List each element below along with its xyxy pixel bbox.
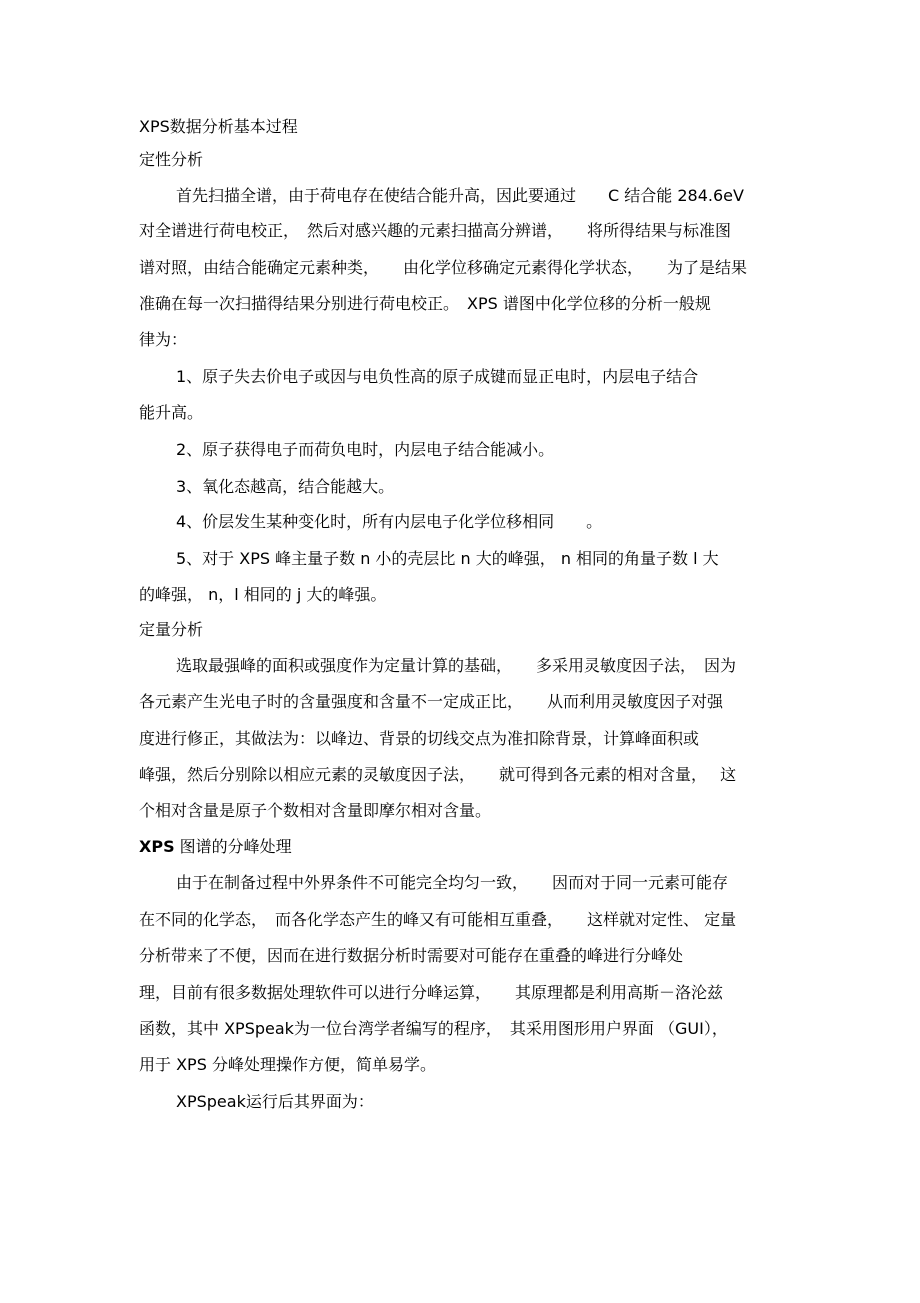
peak-fitting-line: 用于 XPS 分峰处理操作方便，简单易学。 <box>139 1055 436 1074</box>
heading-xps-bold: XPS <box>139 837 175 856</box>
rule-3: 3、氧化态越高，结合能越大。 <box>176 477 395 496</box>
quantitative-line: 度进行修正，其做法为：以峰边、背景的切线交点为准扣除背景，计算峰面积或 <box>139 729 700 748</box>
qualitative-intro-line: 谱对照，由结合能确定元素种类， 由化学位移确定元素得化学状态， 为了是结果 <box>139 258 748 277</box>
peak-fitting-line: 分析带来了不便，因而在进行数据分析时需要对可能存在重叠的峰进行分峰处 <box>139 946 684 965</box>
rule-4: 4、价层发生某种变化时，所有内层电子化学位移相同 。 <box>176 512 603 531</box>
peak-fitting-line: 函数，其中 XPSpeak为一位台湾学者编写的程序， 其采用图形用户界面 （GUI）， <box>139 1019 728 1038</box>
section-heading-peak-fitting <box>139 837 292 857</box>
document-title: XPS数据分析基本过程 <box>139 117 298 136</box>
qualitative-intro-line: 律为： <box>139 330 188 349</box>
qualitative-intro-line: 对全谱进行荷电校正， 然后对感兴趣的元素扫描高分辨谱， 将所得结果与标准图 <box>139 221 732 240</box>
quantitative-line: 选取最强峰的面积或强度作为定量计算的基础， 多采用灵敏度因子法， 因为 <box>176 656 737 675</box>
section-heading-qualitative: 定性分析 <box>139 150 204 169</box>
peak-fitting-line: 由于在制备过程中外界条件不可能完全均匀一致， 因而对于同一元素可能存 <box>176 873 729 892</box>
quantitative-line: 峰强，然后分别除以相应元素的灵敏度因子法， 就可得到各元素的相对含量， 这 <box>139 765 737 784</box>
rule-1-line: 能升高。 <box>139 403 204 422</box>
rule-1-line: 1、原子失去价电子或因与电负性高的原子成键而显正电时，内层电子结合 <box>176 367 699 386</box>
rule-5-line: 的峰强， n，l 相同的 j 大的峰强。 <box>139 585 387 604</box>
qualitative-intro-line: 首先扫描全谱，由于荷电存在使结合能升高，因此要通过 C 结合能 284.6eV <box>176 186 744 205</box>
quantitative-line: 各元素产生光电子时的含量强度和含量不一定成正比， 从而利用灵敏度因子对强 <box>139 692 724 711</box>
quantitative-line: 个相对含量是原子个数相对含量即摩尔相对含量。 <box>139 801 492 820</box>
rule-5-line: 5、对于 XPS 峰主量子数 n 小的壳层比 n 大的峰强， n 相同的角量子数 l 大 <box>176 549 719 568</box>
qualitative-intro-line: 准确在每一次扫描得结果分别进行荷电校正。 XPS 谱图中化学位移的分析一般规 <box>139 294 711 313</box>
closing-line: XPSpeak运行后其界面为： <box>176 1092 374 1111</box>
peak-fitting-line: 在不同的化学态， 而各化学态产生的峰又有可能相互重叠， 这样就对定性、 定量 <box>139 910 737 929</box>
heading-rest: 图谱的分峰处理 <box>174 837 292 856</box>
peak-fitting-line: 理，目前有很多数据处理软件可以进行分峰运算， 其原理都是利用高斯－洛沦兹 <box>139 983 724 1002</box>
section-heading-quantitative: 定量分析 <box>139 620 204 639</box>
rule-2: 2、原子获得电子而荷负电时，内层电子结合能减小。 <box>176 440 555 459</box>
